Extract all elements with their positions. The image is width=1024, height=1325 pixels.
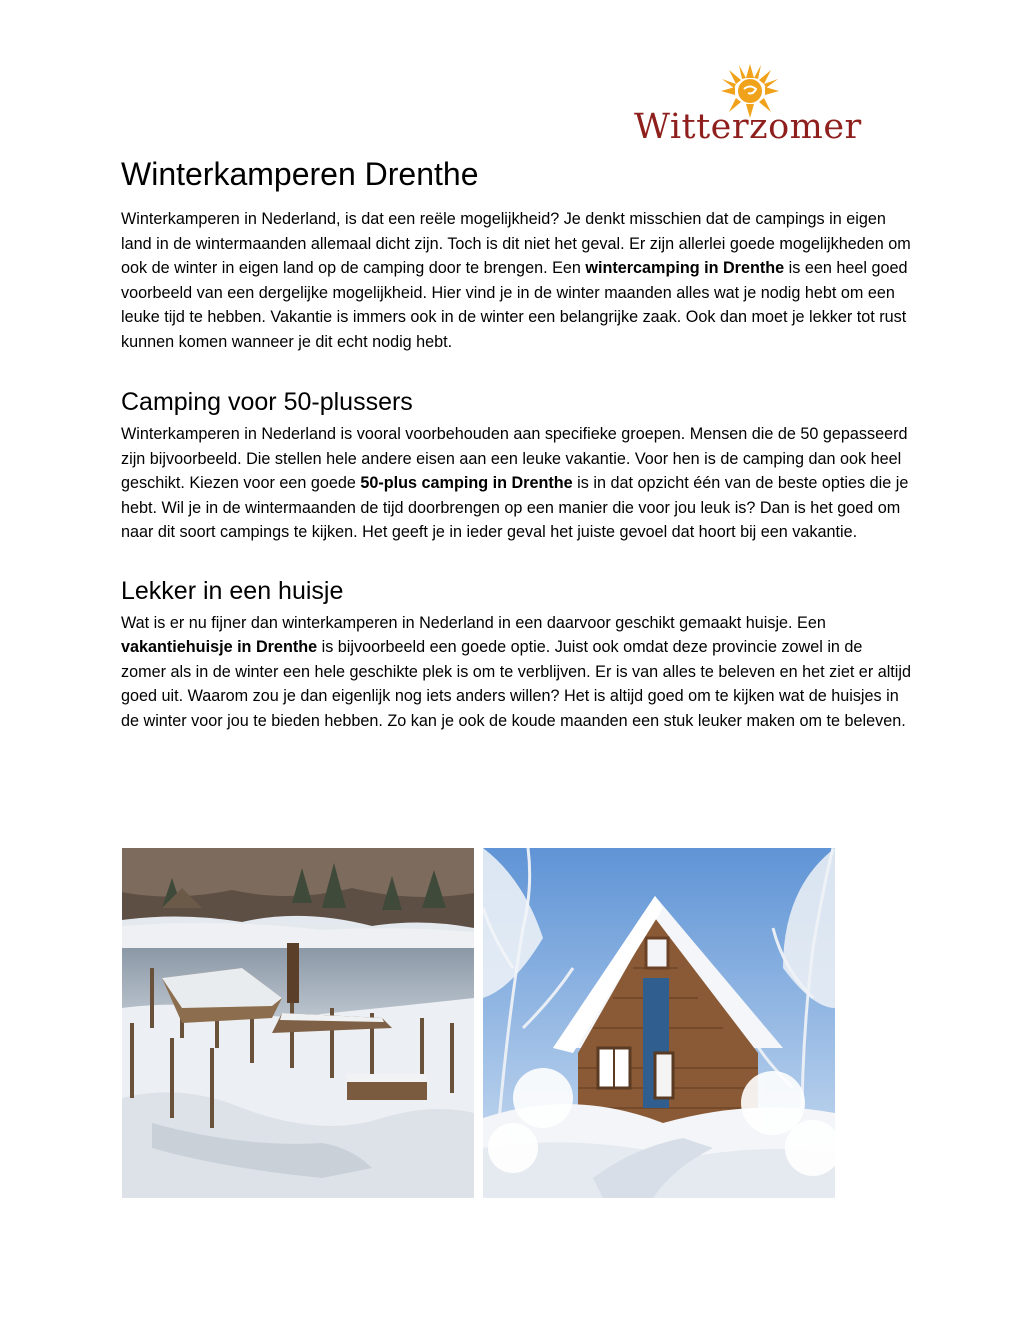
snowy-a-frame-cabin-photo (483, 848, 835, 1198)
vakantiehuisje-keyword: vakantiehuisje in Drenthe (121, 638, 318, 656)
intro-paragraph: Winterkamperen in Nederland, is dat een reële mogelijkheid? Je denkt misschien dat de campings in eigen land in de wintermaanden allemaal dicht zijn. Toch is dit niet het geval. Er zijn allerlei goede mogelijkheden om ook de winter in eigen land op de camping door te brengen. Een wintercamping in Drenthe is een heel goed voorbeeld van een dergelijke mogelijkheid. Hier vind je in de winter maanden alles wat je nodig hebt om een leuke tijd te hebben. Vakantie is immers ook in de winter een belangrijke zaak. Ook dan moet je lekker tot rust kunnen komen wanneer je dit echt nodig hebt. (121, 210, 911, 351)
section-heading-50-plus: Camping voor 50-plussers (121, 388, 413, 416)
snowy-lake-playground-photo (122, 848, 474, 1198)
section-paragraph-huisje: Wat is er nu fijner dan winterkamperen in Nederland in een daarvoor geschikt gemaakt huisje. Een vakantiehuisje in Drenthe is bijvoorbeeld een goede optie. Juist ook omdat deze provincie zowel in de zomer als in de winter een hele geschikte plek is om te verblijven. Er is van alles te beleven en het ziet er altijd goed uit. Waarom zou je dan eigenlijk nog iets anders willen? Het is altijd goed om te kijken wat de huisjes in de winter voor jou te bieden hebben. Zo kan je ook de koude maanden een stuk leuker maken om te beleven. (121, 613, 911, 730)
article (121, 150, 911, 733)
section-paragraph-50-plus: Winterkamperen in Nederland is vooral voorbehouden aan specifieke groepen. Mensen die de 50 gepasseerd zijn bijvoorbeeld. Die stellen hele andere eisen aan een leuke vakantie. Voor hen is de camping dan ook heel geschikt. Kiezen voor een goede 50-plus camping in Drenthe is in dat opzicht één van de beste opties die je hebt. Wil je in de wintermaanden de tijd doorbrengen op een manier die voor jou leuk is? Dan is het goed om naar dit soort campings te kijken. Het geeft je in ieder geval het juiste gevoel dat hoort bij een vakantie. (121, 425, 909, 541)
wintercamping-keyword: wintercamping in Drenthe (585, 259, 785, 277)
50-plus-keyword: 50-plus camping in Drenthe (360, 474, 573, 492)
witterzomer-logo (634, 62, 866, 154)
section-heading-huisje: Lekker in een huisje (121, 576, 344, 605)
logo-wordmark: Witterzomer (634, 107, 862, 147)
page-title: Winterkamperen Drenthe (121, 156, 479, 192)
